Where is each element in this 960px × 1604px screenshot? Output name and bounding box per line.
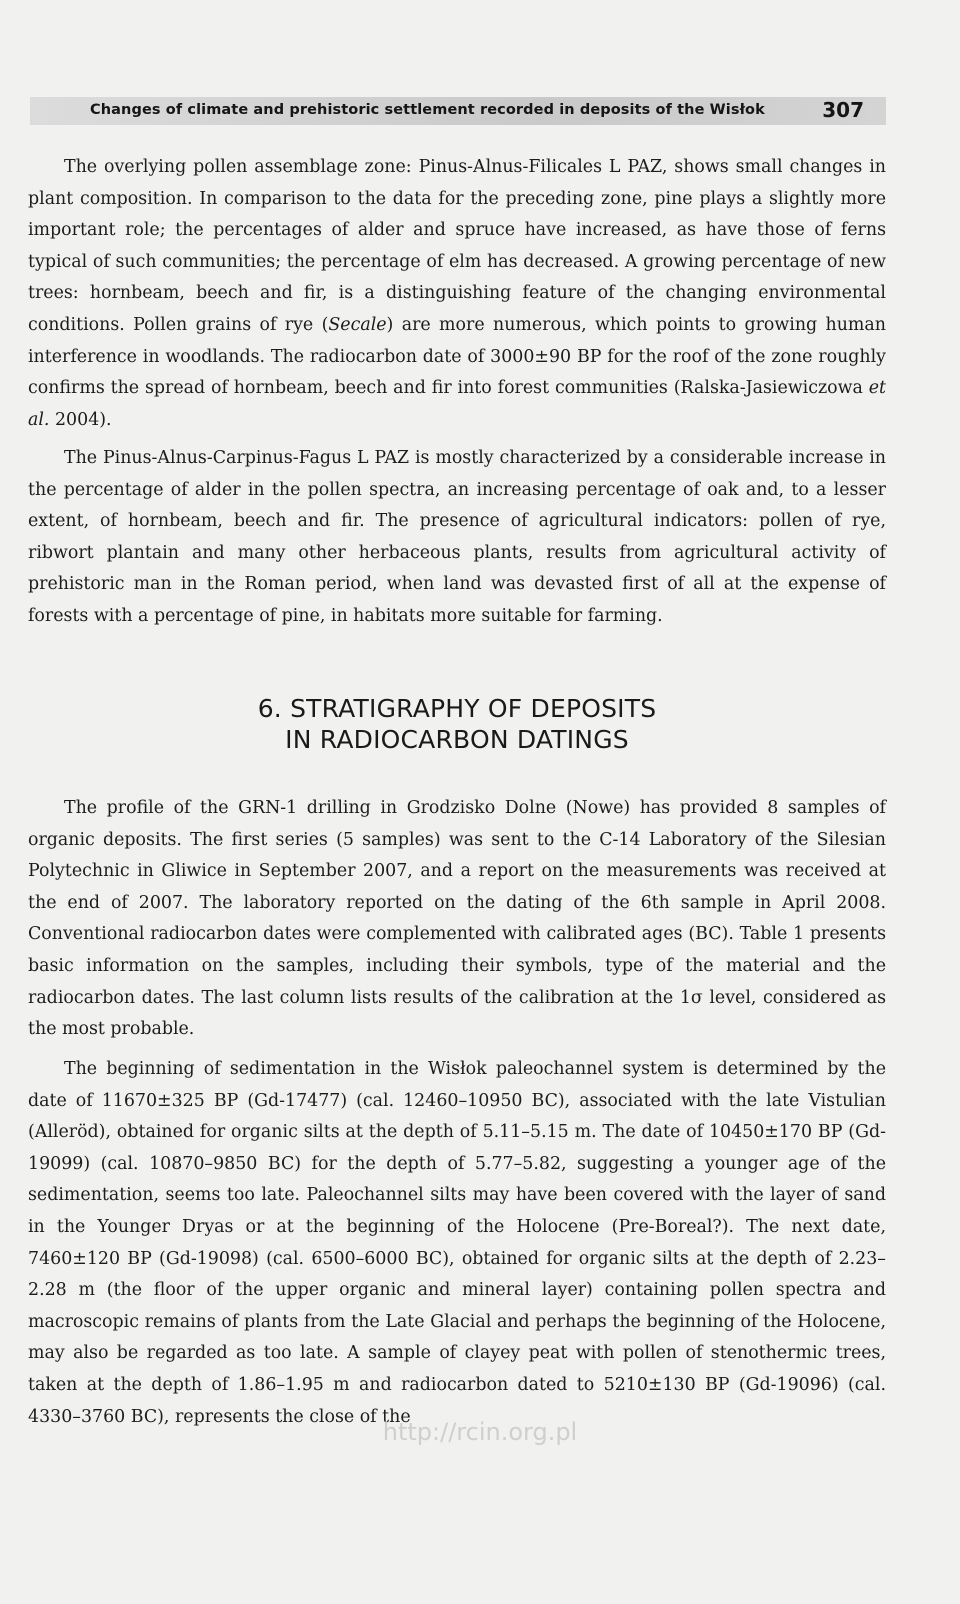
page-number: 307 <box>822 98 864 122</box>
section-heading-line-1: 6. STRATIGRAPHY OF DEPOSITS <box>257 694 657 723</box>
section-heading <box>28 693 886 755</box>
paragraph-text: The beginning of sedimentation in the Wisłok paleochannel system is determined by the date of 11670±325 BP (Gd-17477) (cal. 12460–10950 BC), associated with the late Vistulian (Alleröd), obtained for organic silts at the depth of 5.11–5.15 m. The date of 10450±170 BP (Gd-19099) (cal. 10870–9850 BC) for the depth of 5.77–5.82, suggesting a younger age of the sedimentation, seems too late. Paleochannel silts may have been covered with the layer of sand in the Younger Dryas or at the beginning of the Holocene (Pre-Boreal?). The next date, 7460±120 BP (Gd-19098) (cal. 6500–6000 BC), obtained for organic silts at the depth of 2.23–2.28 m (the floor of the upper organic and mineral layer) containing pollen spectra and macroscopic remains of plants from the Late Glacial and perhaps the beginning of the Holocene, may also be regarded as too late. A sample of clayey peat with pollen of stenothermic trees, taken at the depth of 1.86–1.95 m and radiocarbon dated to 5210±130 BP (Gd-19096) (cal. 4330–3760 BC), represents the close of the <box>28 1059 886 1427</box>
italic-term: Secale <box>328 314 387 335</box>
paragraph-pollen-zone <box>28 152 886 436</box>
section-heading-line-2: IN RADIOCARBON DATINGS <box>285 725 629 754</box>
paragraph-samples <box>28 793 886 1046</box>
italic-term: et al. <box>28 378 886 430</box>
paragraph-text: ) are more numerous, which points to growing human interference in woodlands. The radiocarbon date of 3000±90 BP for the roof of the zone roughly confirms the spread of hornbeam, beech and fir into forest communities (Ralska-Jasiewiczowa <box>28 314 886 399</box>
paragraph-text: The profile of the GRN-1 drilling in Grodzisko Dolne (Nowe) has provided 8 samples of organic deposits. The first series (5 samples) was sent to the C-14 Laboratory of the Silesian Polytechnic in Gliwice in September 2007, and a report on the measurements was received at the end of 2007. The laboratory reported on the dating of the 6th sample in April 2008. Conventional radiocarbon dates were complemented with calibrated ages (BC). Table 1 presents basic information on the samples, including their symbols, type of the material and the radiocarbon dates. The last column lists results of the calibration at the 1σ level, considered as the most probable. <box>28 798 886 1040</box>
paragraph-text: The overlying pollen assemblage zone: Pinus-Alnus-Filicales L PAZ, shows small changes in plant composition. In comparison to the data for the preceding zone, pine plays a slightly more important role; the percentages of alder and spruce have increased, as have those of ferns typical of such communities; the percentage of elm has decreased. A growing percentage of new trees: hornbeam, beech and fir, is a distinguishing feature of the changing environmental conditions. Pollen grains of rye ( <box>28 157 886 335</box>
paragraph-text: 2004). <box>49 409 112 430</box>
paragraph-sedimentation <box>28 1054 886 1433</box>
running-header <box>30 97 886 125</box>
paragraph-text: The Pinus-Alnus-Carpinus-Fagus L PAZ is mostly characterized by a considerable increase in the percentage of alder in the pollen spectra, an increasing percentage of oak and, to a lesser extent, of hornbeam, beech and fir. The presence of agricultural indicators: pollen of rye, ribwort plantain and many other herbaceous plants, results from agricultural activity of prehistoric man in the Roman period, when land was devasted first of all at the expense of forests with a percentage of pine, in habitats more suitable for farming. <box>28 448 886 626</box>
watermark-url: http://rcin.org.pl <box>382 1418 578 1446</box>
paragraph-carpinus-fagus-zone <box>28 443 886 633</box>
running-title: Changes of climate and prehistoric settlement recorded in deposits of the Wisłok <box>90 102 765 118</box>
